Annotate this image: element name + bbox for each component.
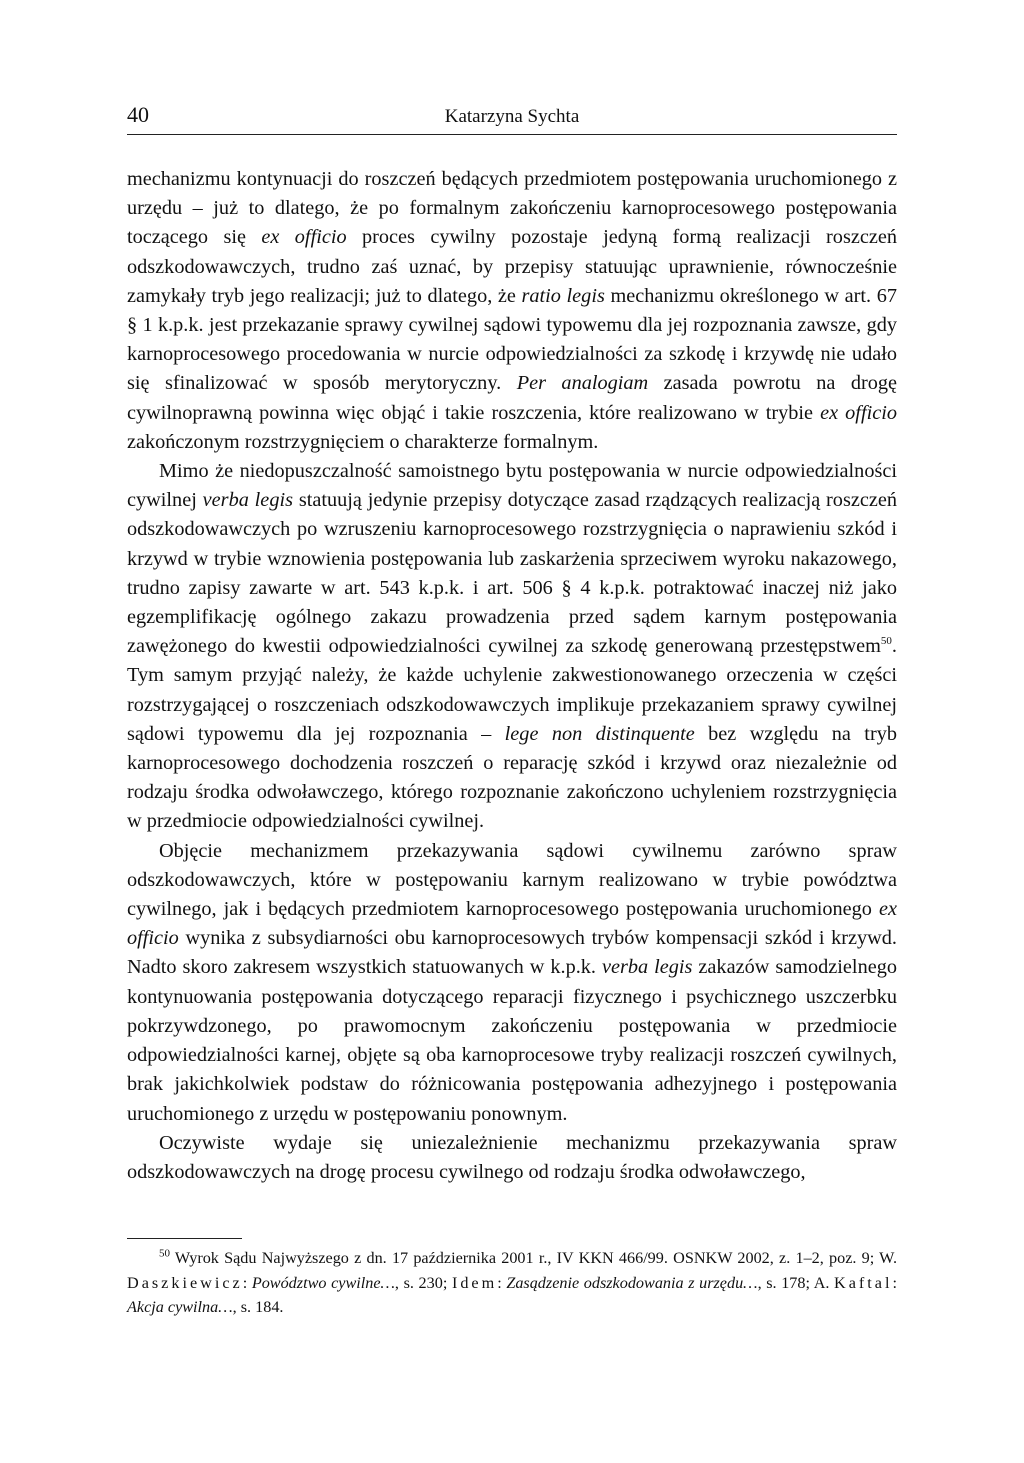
footnote-text: Wyrok Sądu Najwyższego z dn. 17 października 2001 r., IV KKN 466/99. OSNKW 2002, z. 1–2, poz. 9; W. bbox=[170, 1249, 897, 1267]
latin-phrase: ratio legis bbox=[521, 284, 605, 307]
footnote-number: 50 bbox=[159, 1247, 170, 1260]
latin-phrase: verba legis bbox=[202, 489, 293, 512]
latin-phrase: ex officio bbox=[127, 898, 897, 950]
latin-phrase: verba legis bbox=[601, 956, 693, 979]
paragraph-3 bbox=[127, 837, 897, 1129]
text-run: wynika z subsydiarności obu karnoprocesowych trybów kompensacji szkód i krzywd. Nadto skoro zakresem wszystkich statuowanych w k.p.k. bbox=[127, 927, 897, 979]
text-run: zakończonym rozstrzygnięciem o charakterze formalnym. bbox=[127, 430, 599, 453]
footnote-text: , s. 184. bbox=[232, 1298, 284, 1316]
footnote-text: : bbox=[242, 1273, 252, 1292]
cited-title: Powództwo cywilne… bbox=[251, 1273, 395, 1292]
footnote-50 bbox=[127, 1246, 897, 1320]
footnote-text: , s. 230; bbox=[394, 1273, 452, 1292]
body-text bbox=[127, 165, 897, 1187]
text-run: statuują jedynie przepisy dotyczące zasad rządzących realizacją roszczeń odszkodowawczych po wzruszeniu karnoprocesowego rozstrzygnięcia o naprawieniu szkód i krzywd w trybie wznowienia postępowania lub zaskarżenia sprzeciwem wyroku nakazowego, trudno zapisy zawarte w art. 543 k.p.k. i art. 506 § 4 k.p.k. potraktować inaczej niż jako egzemplifikację ogólnego zakazu prowadzenia przed sądem karnym postępowania zawężonego do kwestii odpowiedzialności cywilnej za szkodę generowaną przestępstwem bbox=[127, 489, 897, 658]
running-head-author: Katarzyna Sychta bbox=[444, 106, 580, 127]
text-run: bez względu na tryb karnoprocesowego dochodzenia roszczeń o reparację szkód i krzywd oraz niezależnie od rodzaju środka odwoławczego, którego rozpoznanie zakończono uchyleniem rozstrzygnięcia w przedmiocie odpowiedzialności cywilnej. bbox=[127, 722, 897, 833]
text-run: Objęcie mechanizmem przekazywania sądowi cywilnemu zarówno spraw odszkodowawczych, które w postępowaniu karnym realizowano w trybie powództwa cywilnego, jak i będących przedmiotem karnoprocesowego postępowania uruchomionego bbox=[127, 839, 897, 921]
footnote-text: , s. 178; A. bbox=[757, 1273, 835, 1292]
text-run: Oczywiste wydaje się uniezależnienie mechanizmu przekazywania spraw odszkodowawczych na drogę procesu cywilnego od rodzaju środka odwoławczego, bbox=[127, 1131, 897, 1183]
text-run: . Tym samym przyjąć należy, że każde uchylenie zakwestionowanego orzeczenia w części rozstrzygającej o roszczeniach odszkodowawczych implikuje przekazaniem sprawy cywilnej sądowi typowemu dla jej rozpoznania – bbox=[127, 635, 897, 745]
cited-title: Akcja cywilna… bbox=[127, 1298, 233, 1316]
latin-phrase: lege non distinquente bbox=[504, 722, 695, 745]
latin-phrase: ex officio bbox=[820, 401, 897, 424]
footnote-reference[interactable]: 50 bbox=[880, 635, 892, 648]
text-run: mechanizmu kontynuacji do roszczeń będących przedmiotem postępowania uruchomionego z urzędu – już to dlatego, że po formalnym zakończeniu karnoprocesowego postępowania toczącego się bbox=[127, 168, 897, 249]
text-run: mechanizmu określonego w art. 67 § 1 k.p.k. jest przekazanie sprawy cywilnej sądowi typowemu dla jej rozpoznania zawsze, gdy karnoprocesowego procedowania w nurcie odpowiedzialności za szkodę i krzywdę nie udało się sfinalizować w sposób merytoryczny. bbox=[127, 284, 897, 395]
text-run: zasada powrotu na drogę cywilnoprawną powinna więc objąć i takie roszczenia, które realizowano w trybie bbox=[127, 372, 897, 424]
author-name: Kaftal bbox=[834, 1273, 893, 1292]
footnote-separator bbox=[127, 1238, 242, 1239]
footnote-text: : bbox=[497, 1273, 507, 1292]
author-name: Idem bbox=[451, 1273, 498, 1292]
author-name: Daszkiewicz bbox=[127, 1273, 243, 1292]
text-run: zakazów samodzielnego kontynuowania postępowania dotyczącego reparacji fizycznego i psychicznego uszczerbku pokrzywdzonego, po prawomocnym zakończeniu postępowania w przedmiocie odpowiedzialności karnej, objęte są oba karnoprocesowe tryby realizacji roszczeń cywilnych, brak jakichkolwiek podstaw do różnicowania postępowania adhezyjnego i postępowania uruchomionego z urzędu w postępowaniu ponownym. bbox=[127, 956, 897, 1125]
text-run: proces cywilny pozostaje jedyną formą realizacji roszczeń odszkodowawczych, trudno zaś uznać, by przepisy statuując uprawnienie, równocześnie zamykały tryb jego realizacji; już to dlatego, że bbox=[127, 226, 897, 307]
footnote-text: : bbox=[892, 1273, 897, 1292]
text-run: Mimo że niedopuszczalność samoistnego bytu postępowania w nurcie odpowiedzialności cywilnej bbox=[127, 460, 897, 512]
latin-phrase: ex officio bbox=[261, 226, 347, 249]
running-head bbox=[127, 100, 897, 135]
paragraph-1 bbox=[127, 165, 897, 457]
cited-title: Zasądzenie odszkodowania z urzędu… bbox=[506, 1273, 758, 1292]
paragraph-2 bbox=[127, 457, 897, 837]
page-number: 40 bbox=[127, 102, 149, 127]
latin-phrase: Per analogiam bbox=[516, 372, 649, 395]
paragraph-4 bbox=[127, 1129, 897, 1187]
